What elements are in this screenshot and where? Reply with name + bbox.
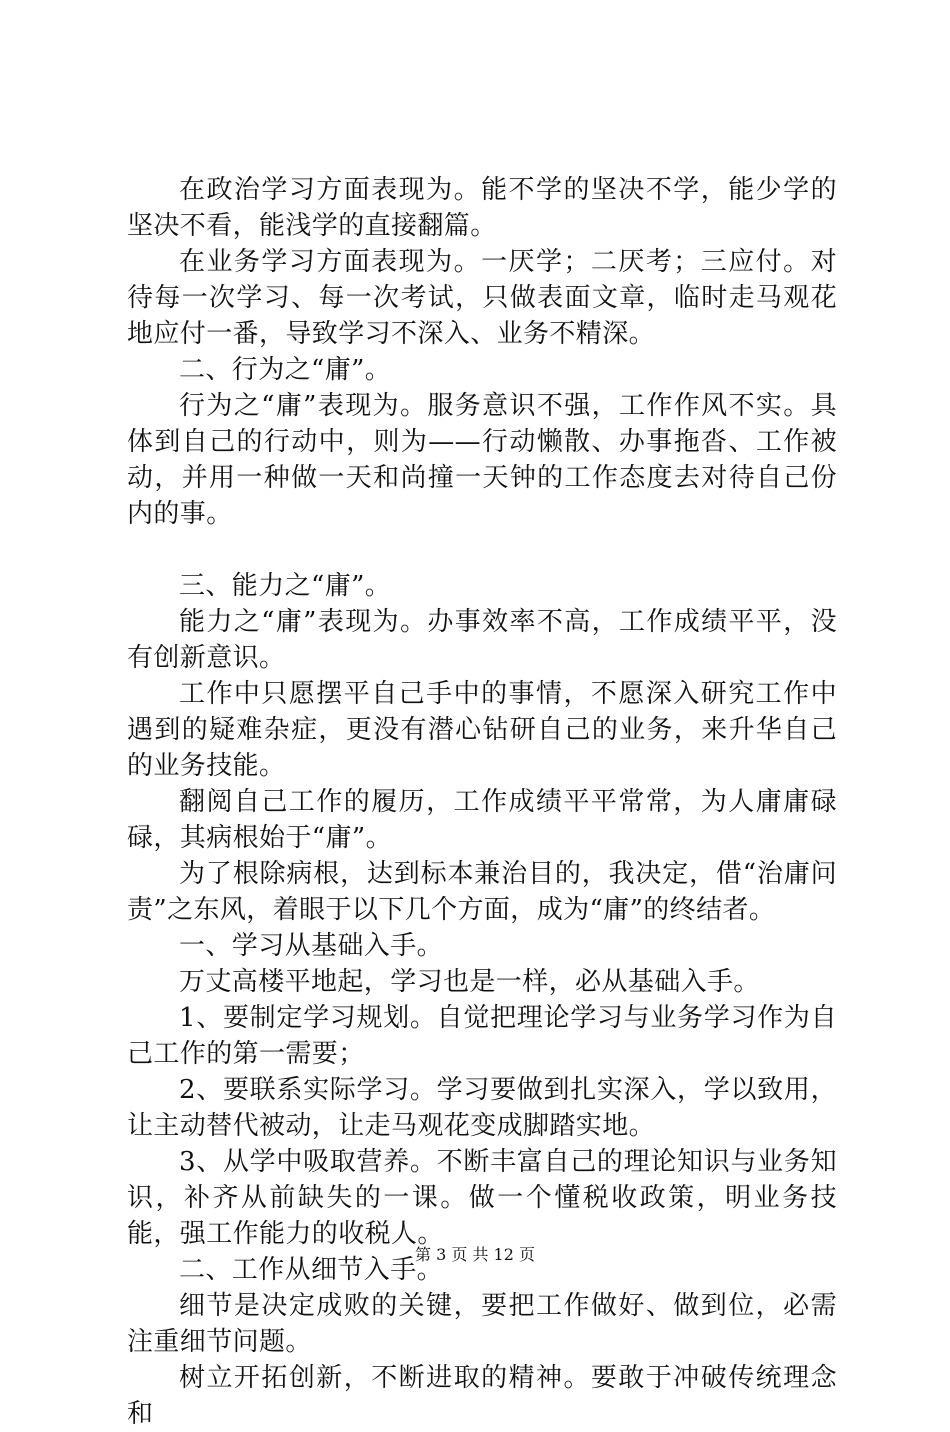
paragraph: 翻阅自己工作的履历，工作成绩平平常常，为人庸庸碌碌，其病根始于“庸”。	[127, 787, 837, 853]
paragraph: 行为之“庸”表现为。服务意识不强，工作作风不实。具体到自己的行动中，则为——行动懒散、办事拖沓、工作被动，并用一种做一天和尚撞一天钟的工作态度去对待自己份内的事。	[127, 391, 837, 529]
list-item: 2、要联系实际学习。学习要做到扎实深入，学以致用，让主动替代被动，让走马观花变成脚踏实地。	[127, 1075, 837, 1141]
paragraph: 在业务学习方面表现为。一厌学；二厌考；三应付。对待每一次学习、每一次考试，只做表面文章，临时走马观花地应付一番，导致学习不深入、业务不精深。	[127, 247, 837, 349]
paragraph: 工作中只愿摆平自己手中的事情，不愿深入研究工作中遇到的疑难杂症，更没有潜心钻研自己的业务，来升华自己的业务技能。	[127, 679, 837, 781]
paragraph: 树立开拓创新，不断进取的精神。要敢于冲破传统理念和	[127, 1363, 837, 1429]
document-body	[127, 172, 837, 1432]
list-item: 1、要制定学习规划。自觉把理论学习与业务学习作为自己工作的第一需要；	[127, 1003, 837, 1069]
section-heading: 一、学习从基础入手。	[179, 931, 444, 961]
page-footer: 第 3 页 共 12 页	[415, 1245, 535, 1264]
list-item: 3、从学中吸取营养。不断丰富自己的理论知识与业务知识，补齐从前缺失的一课。做一个懂税收政策，明业务技能，强工作能力的收税人。	[127, 1147, 837, 1249]
paragraph: 在政治学习方面表现为。能不学的坚决不学，能少学的坚决不看，能浅学的直接翻篇。	[127, 175, 837, 241]
section-heading: 三、能力之“庸”。	[179, 571, 392, 601]
paragraph: 万丈高楼平地起，学习也是一样，必从基础入手。	[179, 967, 760, 997]
paragraph: 为了根除病根，达到标本兼治目的，我决定，借“治庸问责”之东风，着眼于以下几个方面，成为“庸”的终结者。	[127, 859, 837, 925]
paragraph: 细节是决定成败的关键，要把工作做好、做到位，必需注重细节问题。	[127, 1291, 837, 1357]
section-heading: 二、工作从细节入手。	[179, 1255, 444, 1285]
paragraph: 能力之“庸”表现为。办事效率不高，工作成绩平平，没有创新意识。	[127, 607, 837, 673]
section-heading: 二、行为之“庸”。	[179, 355, 392, 385]
